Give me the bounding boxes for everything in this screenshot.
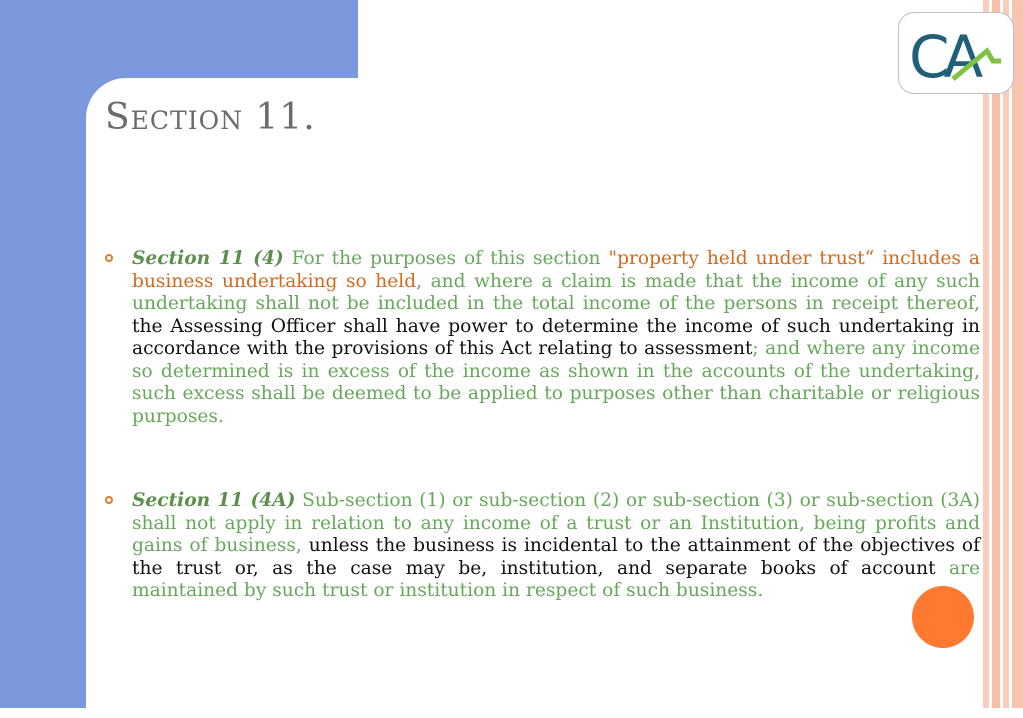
bullet-section-11-4: [105, 248, 980, 428]
bullet-segment: Sub-section (1) or sub-section (2) or sub-section (3) or sub-section (3A) shall not apply in relation to any income of a trust or an Institution, being profits and gains of business,: [132, 490, 980, 556]
bullet-segment: the Assessing Officer shall have power to determine the income of such undertaking in accordance with the provisions of this Act relating to assessment: [132, 315, 980, 359]
bullet-segment: For the purposes of this section: [291, 248, 609, 269]
decorative-orange-circle: [912, 586, 974, 648]
section-heading: Section 11 (4): [132, 248, 284, 269]
section-heading: Section 11 (4A): [132, 490, 296, 511]
bullet-segment: unless the business is incidental to the attainment of the objectives of the trust or, as the case may be, institution, and separate books of account: [132, 535, 980, 579]
ca-logo: [898, 12, 1014, 94]
bullet-section-11-4a: [105, 490, 980, 603]
bullet-marker-icon: [105, 254, 113, 262]
bullet-text: [132, 490, 980, 603]
logo-text: CA: [909, 23, 978, 87]
bullet-segment: are maintained by such trust or institution in respect of such business.: [132, 557, 980, 601]
bullet-segment: , and where a claim is made that the income of any such undertaking shall not be included in the total income of the persons in receipt thereof,: [132, 270, 980, 314]
slide-title: Section 11.: [105, 97, 316, 138]
bullet-segment: ; and where any income so determined is in excess of the income as shown in the accounts of the undertaking, such excess shall be deemed to be applied to purposes other than charitable or religious purposes.: [132, 338, 980, 427]
bullet-marker-icon: [105, 496, 113, 504]
decorative-stripes: [983, 0, 1023, 708]
bullet-segment: "property held under trust“ includes a business undertaking so held: [132, 248, 980, 292]
bullet-text: [132, 248, 980, 428]
ca-logo-icon: [905, 21, 1009, 87]
